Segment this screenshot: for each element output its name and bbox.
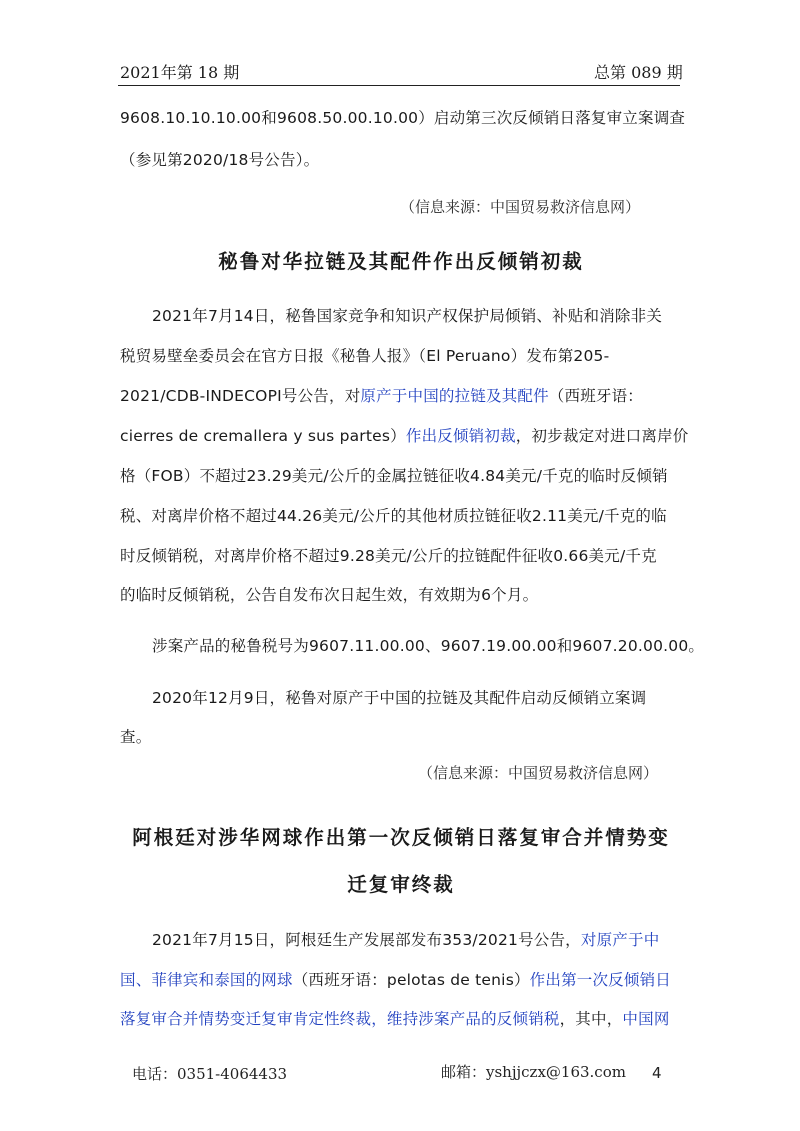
article-title: 阿根廷对涉华网球作出第一次反倾销日落复审合并情势变 (132, 826, 670, 849)
text-span: （西班牙语：pelotas de tenis） (292, 971, 530, 989)
text-span: cierres de cremallera y sus partes） (120, 427, 406, 445)
continued-text-line: 9608.10.10.10.00和9608.50.00.10.00）启动第三次反倾销日落复审立案调查 (120, 109, 686, 127)
footer-phone: 电话：0351-4064433 (132, 1065, 288, 1083)
paragraph-line (152, 928, 692, 950)
paragraph-line: 格（FOB）不超过23.29美元/公斤的金属拉链征收4.84美元/千克的临时反倾销 (120, 467, 668, 485)
text-span: ，其中， (559, 1010, 623, 1028)
paragraph-line: 涉案产品的秘鲁税号为9607.11.00.00、9607.19.00.00和9607.20.00.00。 (152, 637, 705, 655)
continued-text-line: （参见第2020/18号公告）。 (120, 151, 320, 169)
article-title: 迁复审终裁 (347, 873, 455, 896)
paragraph-line: 查。 (120, 728, 152, 746)
page-number: 4 (652, 1064, 662, 1082)
paragraph-line (120, 1007, 690, 1029)
paragraph-line: 的临时反倾销税，公告自发布次日起生效，有效期为6个月。 (120, 586, 539, 604)
paragraph-line: 时反倾销税，对离岸价格不超过9.28美元/公斤的拉链配件征收0.66美元/千克 (120, 547, 657, 565)
paragraph-line (120, 968, 690, 990)
paragraph-line (120, 424, 690, 446)
paragraph-line: 2020年12月9日，秘鲁对原产于中国的拉链及其配件启动反倾销立案调 (152, 689, 647, 707)
footer-email: 邮箱：yshjjczx@163.com (441, 1063, 626, 1081)
highlight-product: 原产于中国的拉链及其配件 (360, 387, 549, 405)
paragraph-line: 税贸易壁垒委员会在官方日报《秘鲁人报》（El Peruano）发布第205- (120, 347, 610, 365)
text-span: （西班牙语： (548, 387, 643, 405)
info-source: （信息来源：中国贸易救济信息网） (400, 198, 641, 216)
highlight-product: 对原产于中 (580, 931, 660, 949)
info-source: （信息来源：中国贸易救济信息网） (418, 764, 659, 782)
paragraph-line: 税、对离岸价格不超过44.26美元/公斤的其他材质拉链征收2.11美元/千克的临 (120, 507, 667, 525)
header-divider (118, 85, 680, 86)
highlight-ruling: 作出反倾销初裁 (405, 427, 516, 445)
highlight-ruling: 落复审合并情势变迁复审肯定性终裁，维持涉案产品的反倾销税 (120, 1010, 560, 1028)
text-span: ，初步裁定对进口离岸价 (515, 427, 689, 445)
paragraph-line (120, 384, 690, 406)
highlight-ruling: 作出第一次反倾销日 (529, 971, 671, 989)
total-issue-number: 总第 089 期 (594, 63, 683, 82)
paragraph-line: 2021年7月14日，秘鲁国家竞争和知识产权保护局倾销、补贴和消除非关 (152, 307, 663, 325)
highlight-product: 国、菲律宾和泰国的网球 (120, 971, 293, 989)
highlight-product: 中国网 (622, 1010, 670, 1028)
text-span: 2021年7月15日，阿根廷生产发展部发布353/2021号公告， (152, 931, 581, 949)
article-title: 秘鲁对华拉链及其配件作出反倾销初裁 (218, 250, 584, 273)
issue-number: 2021年第 18 期 (120, 63, 240, 82)
text-span: 2021/CDB-INDECOPI号公告，对 (120, 387, 361, 405)
